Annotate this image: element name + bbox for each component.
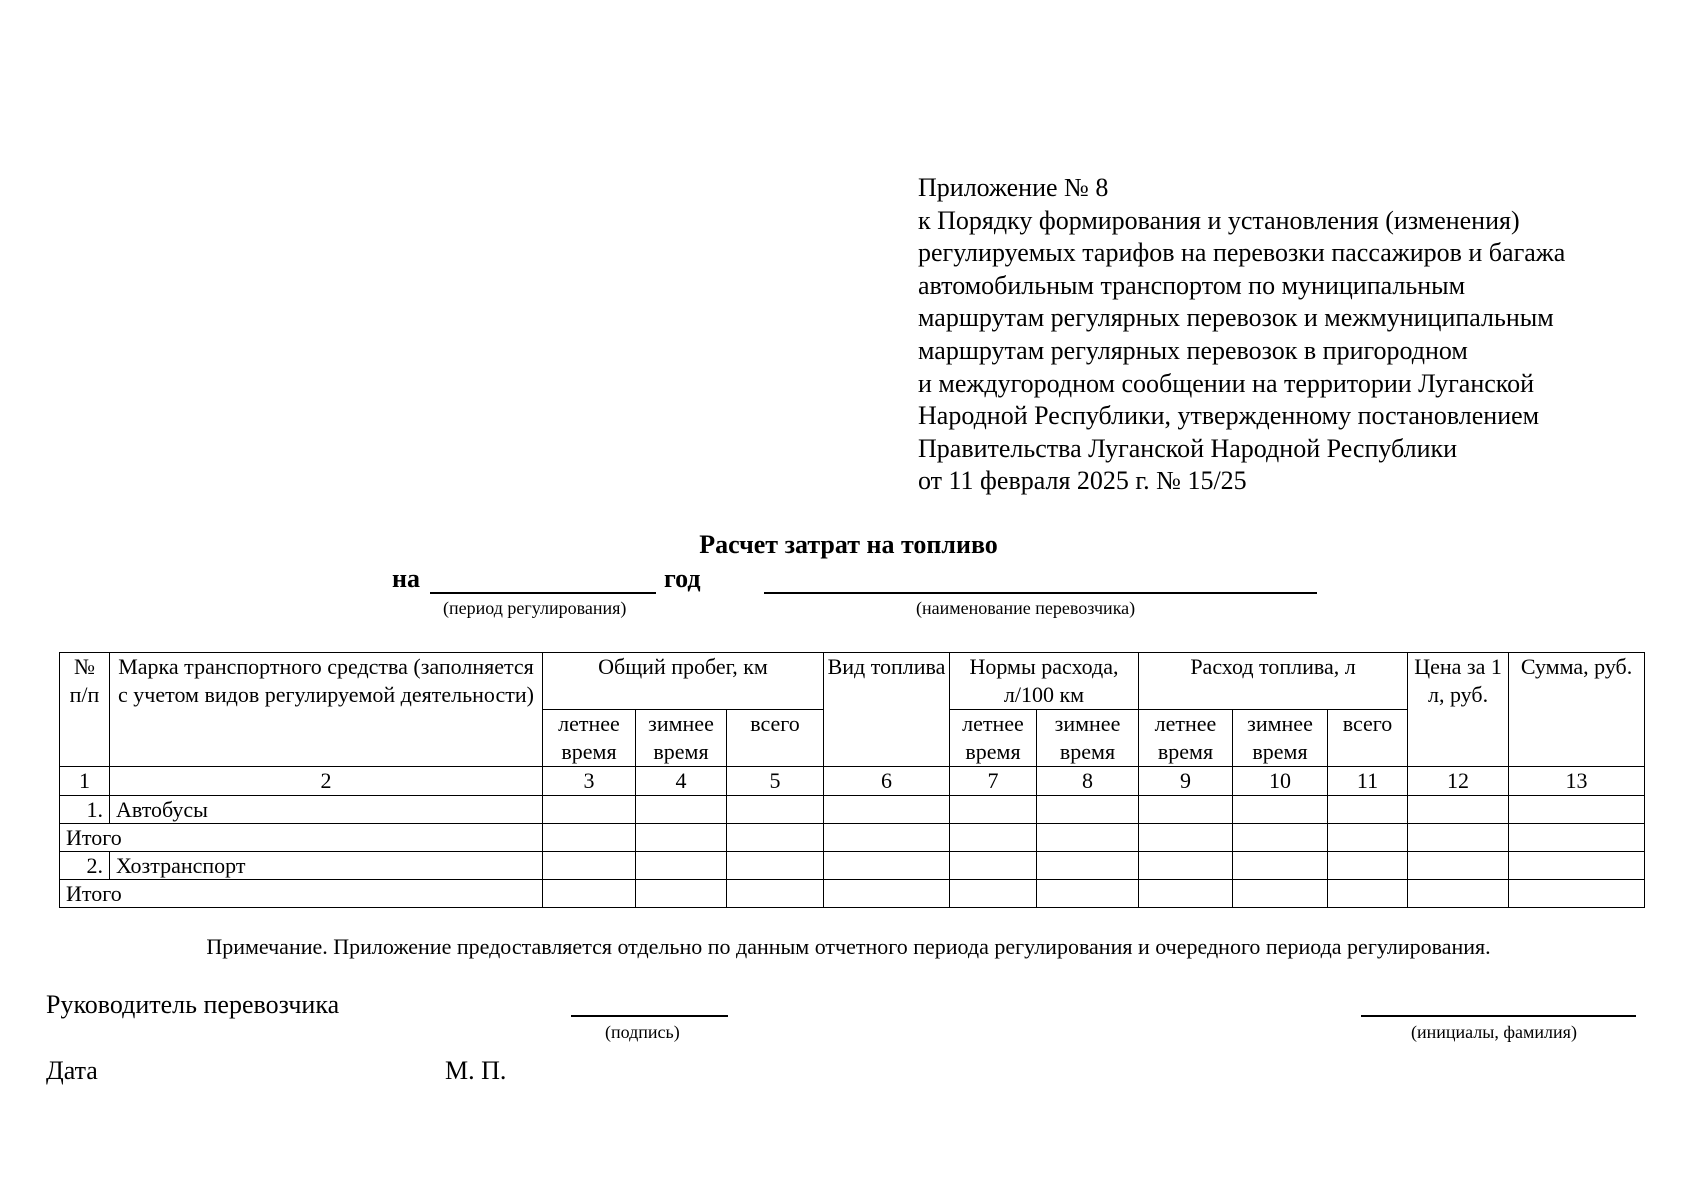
cell-input[interactable] (636, 852, 727, 880)
period-prefix: на (392, 564, 420, 593)
cell-input[interactable] (1233, 880, 1328, 908)
appendix-reference (918, 172, 1678, 498)
cell-input[interactable] (1509, 880, 1645, 908)
stamp-label: М. П. (445, 1056, 507, 1085)
header-mileage-summer: летнее время (543, 710, 636, 767)
column-number: 6 (824, 767, 950, 796)
row-label: Хозтранспорт (110, 852, 543, 880)
column-number: 9 (1139, 767, 1233, 796)
carrier-caption: (наименование перевозчика) (916, 598, 1136, 618)
column-number: 12 (1408, 767, 1509, 796)
cell-input[interactable] (636, 880, 727, 908)
row-number: 2. (60, 852, 110, 880)
column-number: 7 (950, 767, 1037, 796)
header-mileage-total: всего (727, 710, 824, 767)
cell-input[interactable] (543, 824, 636, 852)
table-note: Примечание. Приложение предоставляется отдельно по данным отчетного периода регулирования и очередного периода регулирования. (206, 934, 1491, 959)
header-consumption: Расход топлива, л (1139, 653, 1408, 710)
period-field[interactable] (430, 592, 656, 594)
table-row-total-buses (60, 824, 1645, 852)
cell-input[interactable] (636, 796, 727, 824)
row-number: 1. (60, 796, 110, 824)
head-label: Руководитель перевозчика (46, 990, 340, 1019)
header-norms-summer: летнее время (950, 710, 1037, 767)
row-label: Автобусы (110, 796, 543, 824)
fuel-cost-table (59, 652, 1645, 908)
cell-input[interactable] (824, 796, 950, 824)
row-label-total: Итого (60, 824, 543, 852)
column-number: 11 (1328, 767, 1408, 796)
appendix-line: регулируемых тарифов на перевозки пассажиров и багажа (918, 238, 1566, 268)
cell-input[interactable] (1037, 824, 1139, 852)
table-row-buses (60, 796, 1645, 824)
cell-input[interactable] (1408, 852, 1509, 880)
header-num: № п/п (60, 653, 110, 767)
column-number-row (60, 767, 1645, 796)
cell-input[interactable] (727, 824, 824, 852)
cell-input[interactable] (1408, 824, 1509, 852)
cell-input[interactable] (1233, 852, 1328, 880)
header-fuel-type: Вид топлива (824, 653, 950, 767)
column-number: 3 (543, 767, 636, 796)
cell-input[interactable] (1328, 796, 1408, 824)
appendix-line: маршрутам регулярных перевозок в пригородном (918, 335, 1468, 365)
table-row-utility-transport (60, 852, 1645, 880)
cell-input[interactable] (1139, 824, 1233, 852)
cell-input[interactable] (1233, 824, 1328, 852)
cell-input[interactable] (543, 880, 636, 908)
cell-input[interactable] (727, 796, 824, 824)
cell-input[interactable] (1408, 880, 1509, 908)
header-price: Цена за 1 л, руб. (1408, 653, 1509, 767)
document-title: Расчет затрат на топливо (699, 530, 998, 559)
cell-input[interactable] (1509, 824, 1645, 852)
appendix-line: Народной Республики, утвержденному постановлением (918, 401, 1540, 431)
carrier-name-field[interactable] (764, 592, 1317, 594)
cell-input[interactable] (950, 852, 1037, 880)
header-sum: Сумма, руб. (1509, 653, 1645, 767)
column-number: 10 (1233, 767, 1328, 796)
signature-caption: (подпись) (605, 1022, 680, 1042)
cell-input[interactable] (1233, 796, 1328, 824)
cell-input[interactable] (1139, 880, 1233, 908)
cell-input[interactable] (950, 824, 1037, 852)
period-suffix: год (664, 564, 701, 593)
cell-input[interactable] (1139, 852, 1233, 880)
cell-input[interactable] (727, 880, 824, 908)
cell-input[interactable] (950, 880, 1037, 908)
name-caption: (инициалы, фамилия) (1411, 1022, 1577, 1042)
header-row (60, 653, 1645, 710)
row-label-total: Итого (60, 880, 543, 908)
appendix-line: Приложение № 8 (918, 173, 1109, 202)
column-number: 4 (636, 767, 727, 796)
cell-input[interactable] (1509, 852, 1645, 880)
table-row-total-utility (60, 880, 1645, 908)
cell-input[interactable] (543, 852, 636, 880)
header-norms: Нормы расхода, л/100 км (950, 653, 1139, 710)
appendix-line: и междугородном сообщении на территории Луганской (918, 368, 1535, 398)
column-number: 8 (1037, 767, 1139, 796)
cell-input[interactable] (1408, 796, 1509, 824)
header-consumption-total: всего (1328, 710, 1408, 767)
cell-input[interactable] (824, 824, 950, 852)
cell-input[interactable] (1037, 880, 1139, 908)
header-mileage: Общий пробег, км (543, 653, 824, 710)
appendix-line: маршрутам регулярных перевозок и межмуниципальным (918, 303, 1554, 333)
cell-input[interactable] (824, 880, 950, 908)
cell-input[interactable] (1037, 796, 1139, 824)
cell-input[interactable] (543, 796, 636, 824)
appendix-line: к Порядку формирования и установления (изменения) (918, 205, 1520, 235)
name-field[interactable] (1361, 1015, 1636, 1017)
column-number: 5 (727, 767, 824, 796)
cell-input[interactable] (1037, 852, 1139, 880)
column-number: 13 (1509, 767, 1645, 796)
column-number: 2 (110, 767, 543, 796)
cell-input[interactable] (1509, 796, 1645, 824)
date-label: Дата (46, 1056, 98, 1085)
cell-input[interactable] (1328, 852, 1408, 880)
cell-input[interactable] (1328, 824, 1408, 852)
column-number: 1 (60, 767, 110, 796)
cell-input[interactable] (1139, 796, 1233, 824)
appendix-line: от 11 февраля 2025 г. № 15/25 (918, 466, 1247, 496)
header-consumption-summer: летнее время (1139, 710, 1233, 767)
header-consumption-winter: зимнее время (1233, 710, 1328, 767)
cell-input[interactable] (636, 824, 727, 852)
cell-input[interactable] (727, 852, 824, 880)
cell-input[interactable] (1328, 880, 1408, 908)
header-mileage-winter: зимнее время (636, 710, 727, 767)
appendix-line: автомобильным транспортом по муниципальным (918, 270, 1466, 300)
signature-field[interactable] (571, 1015, 728, 1017)
header-brand: Марка транспортного средства (заполняется с учетом видов регулируемой деятельности) (110, 653, 543, 767)
header-norms-winter: зимнее время (1037, 710, 1139, 767)
appendix-line: Правительства Луганской Народной Республики (918, 433, 1458, 463)
cell-input[interactable] (824, 852, 950, 880)
period-caption: (период регулирования) (443, 598, 627, 618)
cell-input[interactable] (950, 796, 1037, 824)
